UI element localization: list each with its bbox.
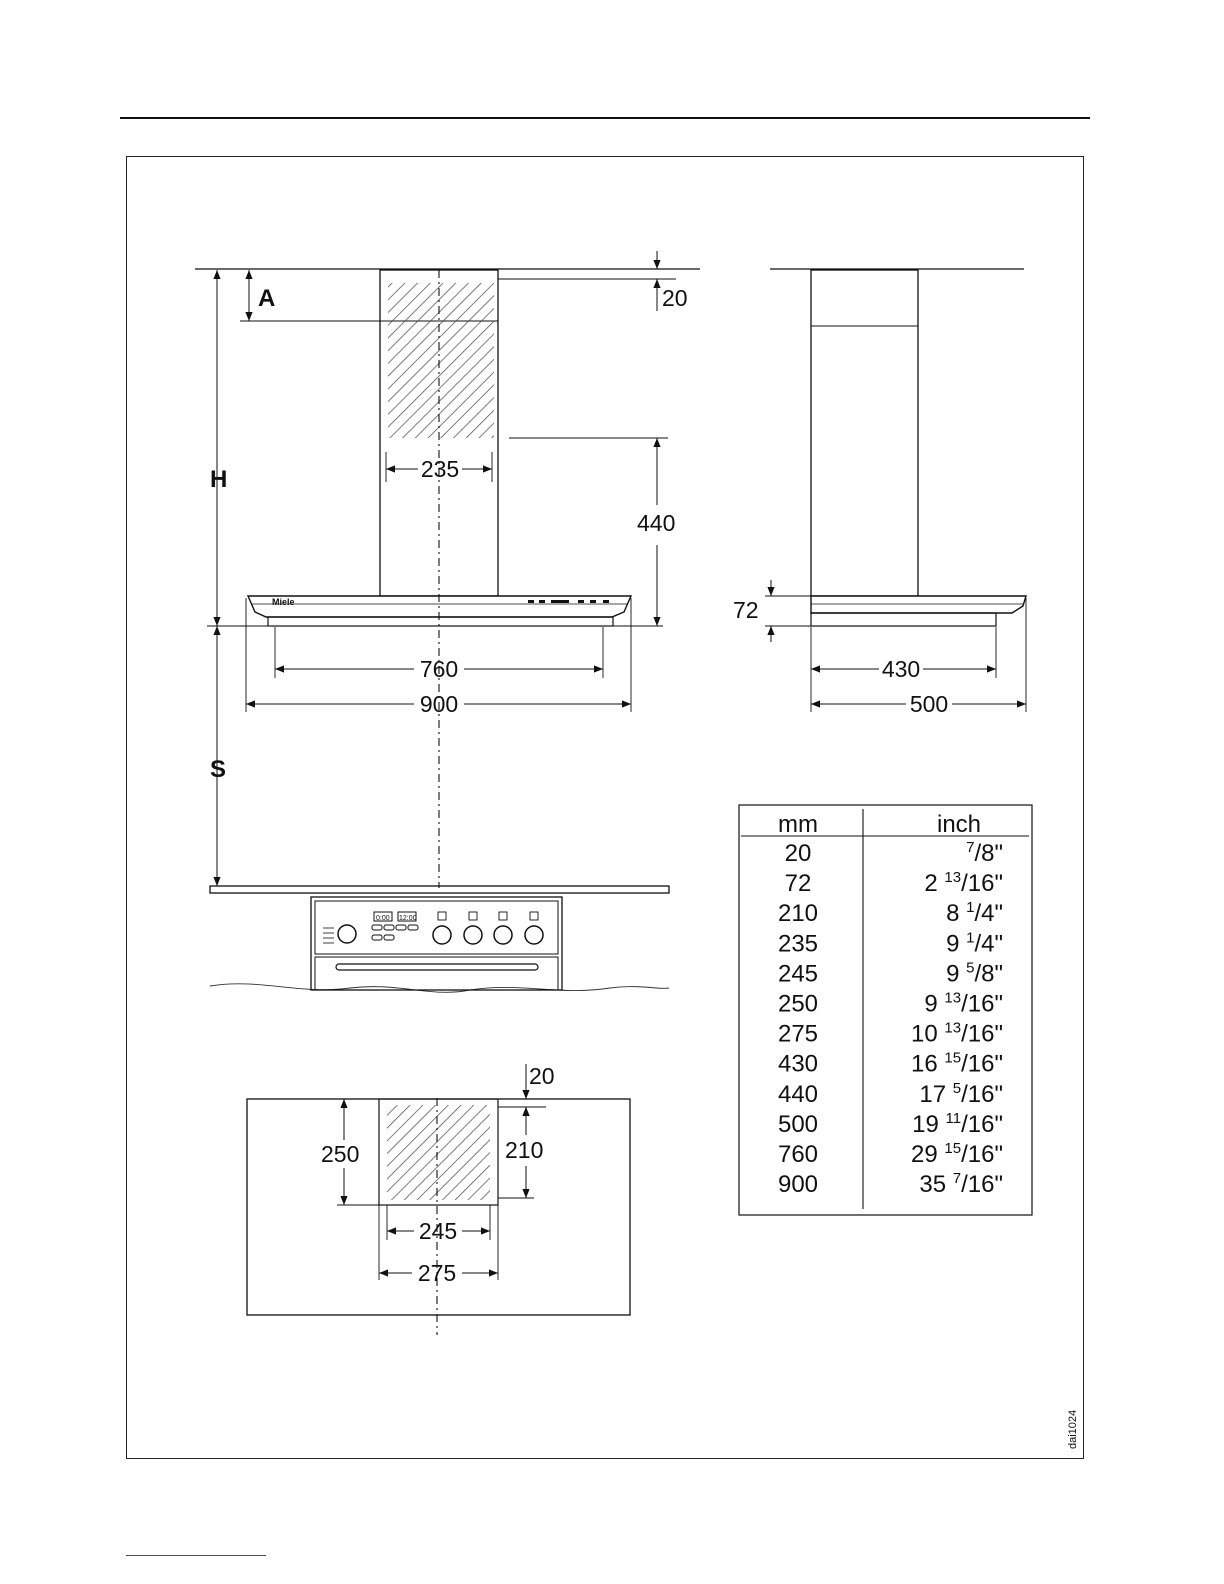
table-cell-mm: 20 — [784, 840, 812, 867]
inch-numerator: 11 — [945, 1109, 962, 1127]
inch-denominator: /16" — [961, 1020, 1003, 1048]
front-view — [195, 251, 700, 888]
table-cell-mm: 500 — [777, 1110, 819, 1138]
table-cell-mm: 440 — [777, 1080, 819, 1108]
burner-knobs — [433, 926, 543, 944]
table-header-mm: mm — [778, 811, 818, 838]
inch-numerator: 1 — [966, 899, 975, 917]
ceiling-plan-view — [247, 1063, 630, 1335]
table-cell-mm: 210 — [777, 900, 819, 928]
dim-h-label: H — [210, 466, 228, 493]
inch-numerator: 15 — [944, 1049, 962, 1067]
inch-numerator: 13 — [944, 989, 962, 1007]
dim-235-label: 235 — [420, 456, 460, 482]
inch-numerator: 13 — [944, 1019, 962, 1037]
table-cell-inch — [912, 1110, 1003, 1138]
inch-denominator: /4" — [974, 930, 1003, 958]
inch-denominator: /4" — [974, 900, 1003, 928]
table-cell-inch — [966, 839, 1003, 867]
inch-denominator: /8" — [974, 960, 1003, 988]
inch-denominator: /16" — [961, 1110, 1003, 1138]
inch-whole: 16 — [911, 1050, 945, 1078]
inch-numerator: 5 — [966, 959, 975, 977]
inch-denominator: /16" — [961, 870, 1003, 898]
dim-440-label: 440 — [637, 510, 676, 536]
table-cell-inch — [924, 990, 1003, 1018]
inch-denominator: /16" — [961, 990, 1003, 1018]
oven-knob — [338, 925, 356, 943]
table-rows — [778, 839, 1003, 1198]
table-cell-mm: 760 — [777, 1141, 819, 1168]
table-cell-mm: 275 — [777, 1020, 819, 1048]
inch-whole: 19 — [912, 1110, 946, 1138]
inch-whole: 29 — [911, 1141, 945, 1168]
inch-numerator: 13 — [944, 869, 962, 887]
plan-dim-275-label: 275 — [417, 1260, 457, 1286]
table-cell-inch — [946, 899, 1003, 927]
table-cell-inch — [911, 1020, 1003, 1048]
inch-denominator: /8" — [974, 840, 1003, 867]
inch-whole: 8 — [946, 900, 967, 928]
inch-numerator: 7 — [966, 839, 975, 856]
table-cell-mm: 900 — [777, 1171, 819, 1199]
table-cell-inch — [911, 1140, 1003, 1168]
plan-hatched-area — [387, 1105, 490, 1200]
plan-dim-20-label: 20 — [529, 1063, 555, 1089]
inch-whole: 9 — [946, 960, 967, 988]
drawing-code: dai1024 — [1067, 1409, 1079, 1449]
plan-dim-210-label: 210 — [505, 1137, 544, 1163]
table-cell-inch — [924, 869, 1003, 897]
table-cell-mm: 430 — [777, 1050, 819, 1078]
counter-and-stove — [210, 886, 669, 992]
inch-whole: 17 — [919, 1080, 953, 1108]
inch-whole: 2 — [924, 870, 945, 898]
plan-dim-245-label: 245 — [418, 1218, 458, 1244]
stove-display-left: 0:00 — [376, 915, 390, 922]
table-cell-mm: 72 — [784, 870, 812, 898]
inch-whole: 9 — [924, 990, 945, 1018]
dim-500-label: 500 — [909, 691, 949, 717]
dim-72-label: 72 — [733, 597, 759, 623]
table-cell-inch — [946, 959, 1003, 987]
dim-20-label: 20 — [662, 285, 688, 311]
dim-a-label: A — [258, 285, 276, 312]
inch-numerator: 15 — [944, 1140, 962, 1157]
side-view — [733, 269, 1026, 717]
stove-display-right: 12:00 — [399, 915, 417, 922]
conversion-table — [739, 805, 1032, 1215]
inch-denominator: /16" — [961, 1080, 1003, 1108]
table-cell-inch — [919, 1080, 1003, 1108]
side-chimney — [811, 270, 918, 596]
dim-s-label: S — [210, 756, 227, 783]
dim-760-label: 760 — [419, 656, 459, 682]
inch-whole: 10 — [911, 1020, 945, 1048]
table-cell-inch — [919, 1170, 1003, 1198]
oven-handle — [336, 964, 538, 970]
table-cell-inch — [946, 929, 1003, 957]
brand-logo: Miele — [272, 597, 295, 607]
table-cell-mm: 245 — [777, 960, 819, 988]
table-cell-mm: 235 — [777, 930, 819, 958]
table-cell-inch — [911, 1050, 1003, 1078]
side-canopy — [811, 596, 1026, 613]
inch-numerator: 1 — [966, 929, 975, 947]
plan-dim-250-label: 250 — [321, 1141, 360, 1167]
table-cell-mm: 250 — [777, 990, 819, 1018]
inch-whole: 9 — [946, 930, 967, 958]
inch-whole: 35 — [919, 1171, 953, 1199]
dim-430-label: 430 — [881, 656, 921, 682]
table-header-inch: inch — [936, 811, 982, 838]
inch-denominator: /16" — [961, 1050, 1003, 1078]
dim-900-label: 900 — [419, 691, 459, 717]
inch-numerator: 5 — [952, 1079, 962, 1097]
inch-numerator: 7 — [952, 1170, 962, 1188]
hatched-area — [388, 283, 494, 438]
inch-denominator: /16" — [961, 1171, 1003, 1199]
inch-denominator: /16" — [961, 1141, 1003, 1168]
